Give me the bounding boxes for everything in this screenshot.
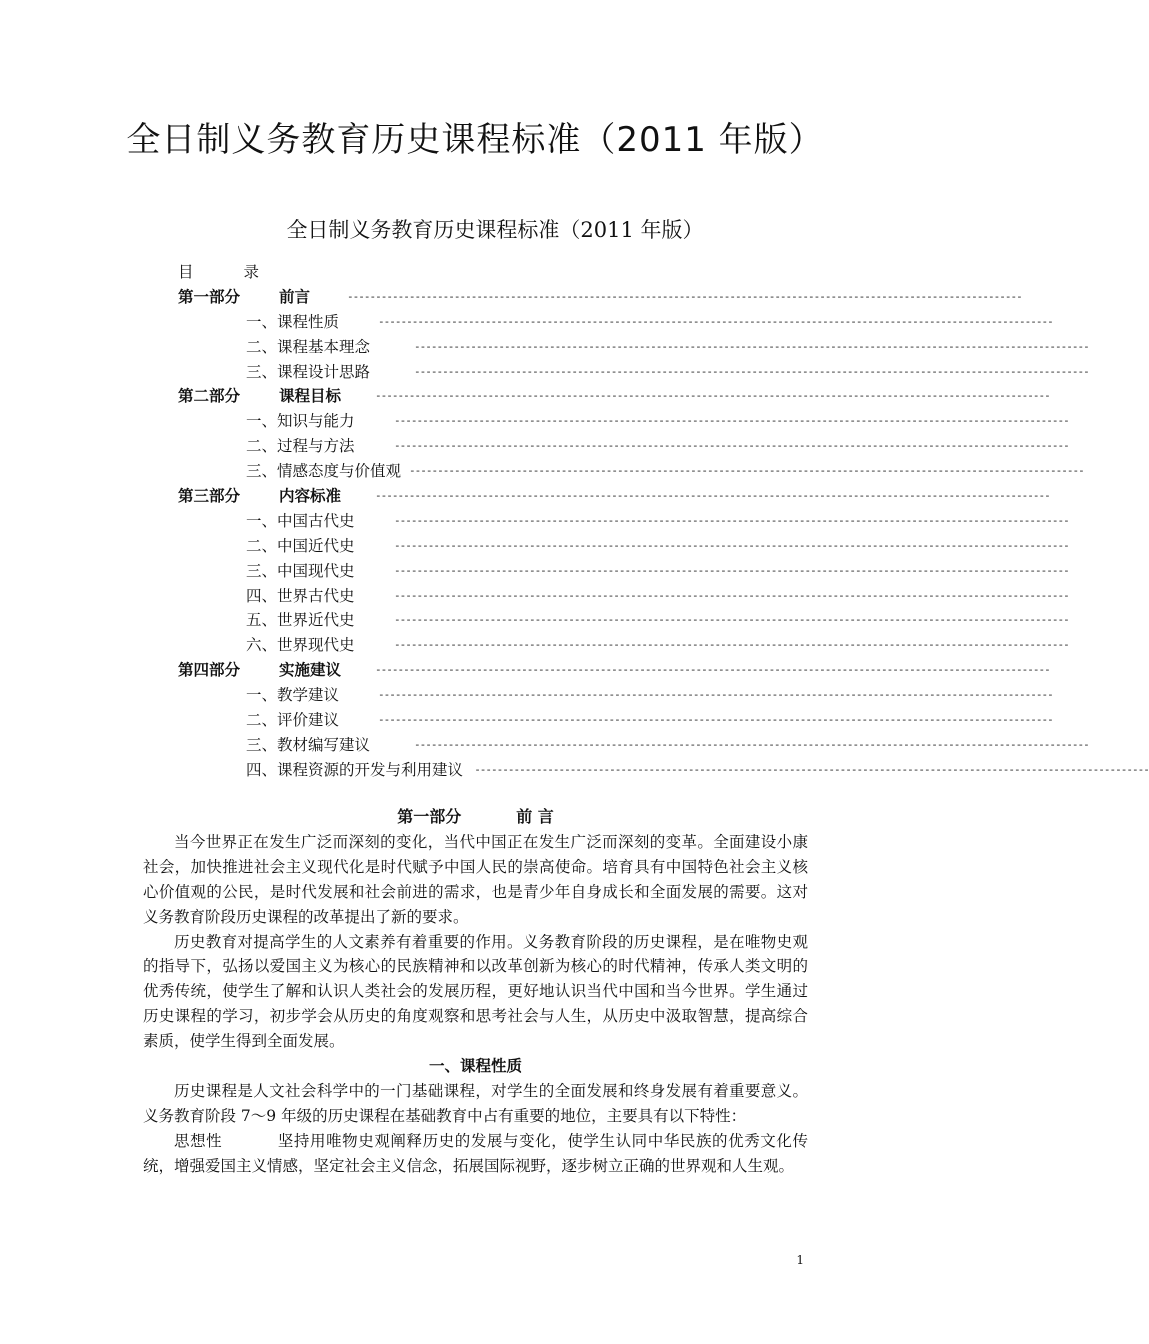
- toc-leader: ------------------------------------------------------------------------------------------------------------------------: [394, 414, 1069, 428]
- section-heading: 第一部分 前 言: [397, 807, 554, 826]
- toc-part-title: 前言: [279, 287, 311, 306]
- toc-leader: ------------------------------------------------------------------------------------------------------------------------: [378, 314, 1053, 328]
- toc-part-label: 第四部分: [178, 661, 241, 680]
- toc-leader: ------------------------------------------------------------------------------------------------------------------------: [414, 737, 1089, 751]
- toc-part-title: 实施建议: [279, 661, 342, 680]
- toc-leader: ------------------------------------------------------------------------------------------------------------------------: [347, 289, 1022, 303]
- toc-leader: ------------------------------------------------------------------------------------------------------------------------: [394, 563, 1069, 577]
- toc-item-label: 三、教材编写建议: [246, 735, 371, 754]
- toc-item-row[interactable]: [178, 584, 1069, 609]
- toc-item-label: 一、课程性质: [246, 312, 340, 331]
- toc-heading: 目 录: [178, 263, 260, 281]
- toc-item-row[interactable]: [178, 459, 1084, 484]
- subsection-heading: 一、课程性质: [428, 1057, 522, 1076]
- toc-item-row[interactable]: [178, 559, 1069, 584]
- toc-leader: ------------------------------------------------------------------------------------------------------------------------: [378, 688, 1053, 702]
- toc-leader: ------------------------------------------------------------------------------------------------------------------------: [375, 489, 1050, 503]
- toc-item-row[interactable]: [178, 434, 1069, 459]
- toc-part-row[interactable]: [178, 384, 1050, 409]
- toc-leader: ------------------------------------------------------------------------------------------------------------------------: [394, 638, 1069, 652]
- toc-part-row[interactable]: [178, 484, 1050, 509]
- table-of-contents: [178, 260, 1149, 783]
- toc-item-row[interactable]: [178, 534, 1069, 559]
- section-body: [143, 805, 808, 1179]
- page-number: 1: [796, 1253, 804, 1267]
- toc-item-label: 二、中国近代史: [246, 536, 355, 555]
- toc-item-row[interactable]: [178, 608, 1069, 633]
- trait-text: 坚持用唯物史观阐释历史的发展与变化，使学生认同中华民族的优秀文化传统，增强爱国主义情感，坚定社会主义信念，拓展国际视野，逐步树立正确的世界观和人生观。: [143, 1131, 808, 1175]
- paragraph: 历史教育对提高学生的人文素养有着重要的作用。义务教育阶段的历史课程，是在唯物史观的指导下，弘扬以爱国主义为核心的民族精神和以改革创新为核心的时代精神，传承人类文明的优秀传统，使学生了解和认识人类社会的发展历程，更好地认识当代中国和当今世界。学生通过历史课程的学习，初步学会从历史的角度观察和思考社会与人生，从历史中汲取智慧，提高综合素质，使学生得到全面发展。: [143, 932, 808, 1051]
- toc-leader: ------------------------------------------------------------------------------------------------------------------------: [394, 588, 1069, 602]
- toc-item-label: 三、中国现代史: [246, 561, 355, 580]
- toc-part-label: 第一部分: [178, 287, 241, 306]
- toc-part-row[interactable]: [178, 285, 1022, 310]
- toc-item-label: 六、世界现代史: [246, 636, 355, 655]
- toc-item-row[interactable]: [178, 509, 1069, 534]
- toc-item-row[interactable]: [178, 360, 1089, 385]
- toc-item-label: 三、课程设计思路: [246, 362, 371, 381]
- toc-leader: ------------------------------------------------------------------------------------------------------------------------: [474, 762, 1149, 776]
- document-title: 全日制义务教育历史课程标准（2011 年版）: [126, 120, 824, 160]
- toc-leader: ------------------------------------------------------------------------------------------------------------------------: [394, 538, 1069, 552]
- toc-item-label: 一、知识与能力: [246, 412, 355, 431]
- toc-item-row[interactable]: [178, 633, 1069, 658]
- toc-part-title: 课程目标: [279, 387, 342, 406]
- toc-item-label: 一、教学建议: [246, 686, 340, 705]
- toc-leader: ------------------------------------------------------------------------------------------------------------------------: [394, 439, 1069, 453]
- toc-item-label: 四、世界古代史: [246, 586, 355, 605]
- toc-leader: ------------------------------------------------------------------------------------------------------------------------: [378, 713, 1053, 727]
- document-subtitle: 全日制义务教育历史课程标准（2011 年版）: [286, 218, 704, 242]
- toc-item-label: 三、情感态度与价值观: [246, 462, 402, 481]
- paragraph: [143, 1129, 808, 1179]
- toc-item-row[interactable]: [178, 733, 1089, 758]
- toc-item-row[interactable]: [178, 758, 1149, 783]
- toc-item-label: 四、课程资源的开发与利用建议: [246, 760, 464, 779]
- toc-part-label: 第二部分: [178, 387, 241, 406]
- toc-item-label: 五、世界近代史: [246, 611, 355, 630]
- trait-label: 思想性: [174, 1131, 223, 1150]
- toc-item-label: 二、课程基本理念: [246, 337, 371, 356]
- paragraph: 历史课程是人文社会科学中的一门基础课程，对学生的全面发展和终身发展有着重要意义。义务教育阶段 7～9 年级的历史课程在基础教育中占有重要的地位，主要具有以下特性：: [143, 1081, 808, 1125]
- toc-leader: ------------------------------------------------------------------------------------------------------------------------: [375, 663, 1050, 677]
- toc-item-label: 二、评价建议: [246, 711, 340, 730]
- toc-item-row[interactable]: [178, 335, 1089, 360]
- toc-part-row[interactable]: [178, 658, 1050, 683]
- toc-item-label: 一、中国古代史: [246, 511, 355, 530]
- toc-leader: ------------------------------------------------------------------------------------------------------------------------: [414, 339, 1089, 353]
- paragraph: 当今世界正在发生广泛而深刻的变化，当代中国正在发生广泛而深刻的变革。全面建设小康社会，加快推进社会主义现代化是时代赋予中国人民的崇高使命。培育具有中国特色社会主义核心价值观的公民，是时代发展和社会前进的需求，也是青少年自身成长和全面发展的需要。这对义务教育阶段历史课程的改革提出了新的要求。: [143, 832, 808, 926]
- toc-leader: ------------------------------------------------------------------------------------------------------------------------: [394, 613, 1069, 627]
- toc-item-row[interactable]: [178, 409, 1069, 434]
- toc-part-label: 第三部分: [178, 487, 241, 506]
- toc-item-label: 二、过程与方法: [246, 437, 355, 456]
- toc-leader: ------------------------------------------------------------------------------------------------------------------------: [375, 389, 1050, 403]
- toc-leader: ------------------------------------------------------------------------------------------------------------------------: [409, 464, 1084, 478]
- toc-leader: ------------------------------------------------------------------------------------------------------------------------: [414, 364, 1089, 378]
- toc-leader: ------------------------------------------------------------------------------------------------------------------------: [394, 513, 1069, 527]
- toc-item-row[interactable]: [178, 683, 1053, 708]
- toc-part-title: 内容标准: [279, 487, 342, 506]
- toc-item-row[interactable]: [178, 708, 1053, 733]
- toc-item-row[interactable]: [178, 310, 1053, 335]
